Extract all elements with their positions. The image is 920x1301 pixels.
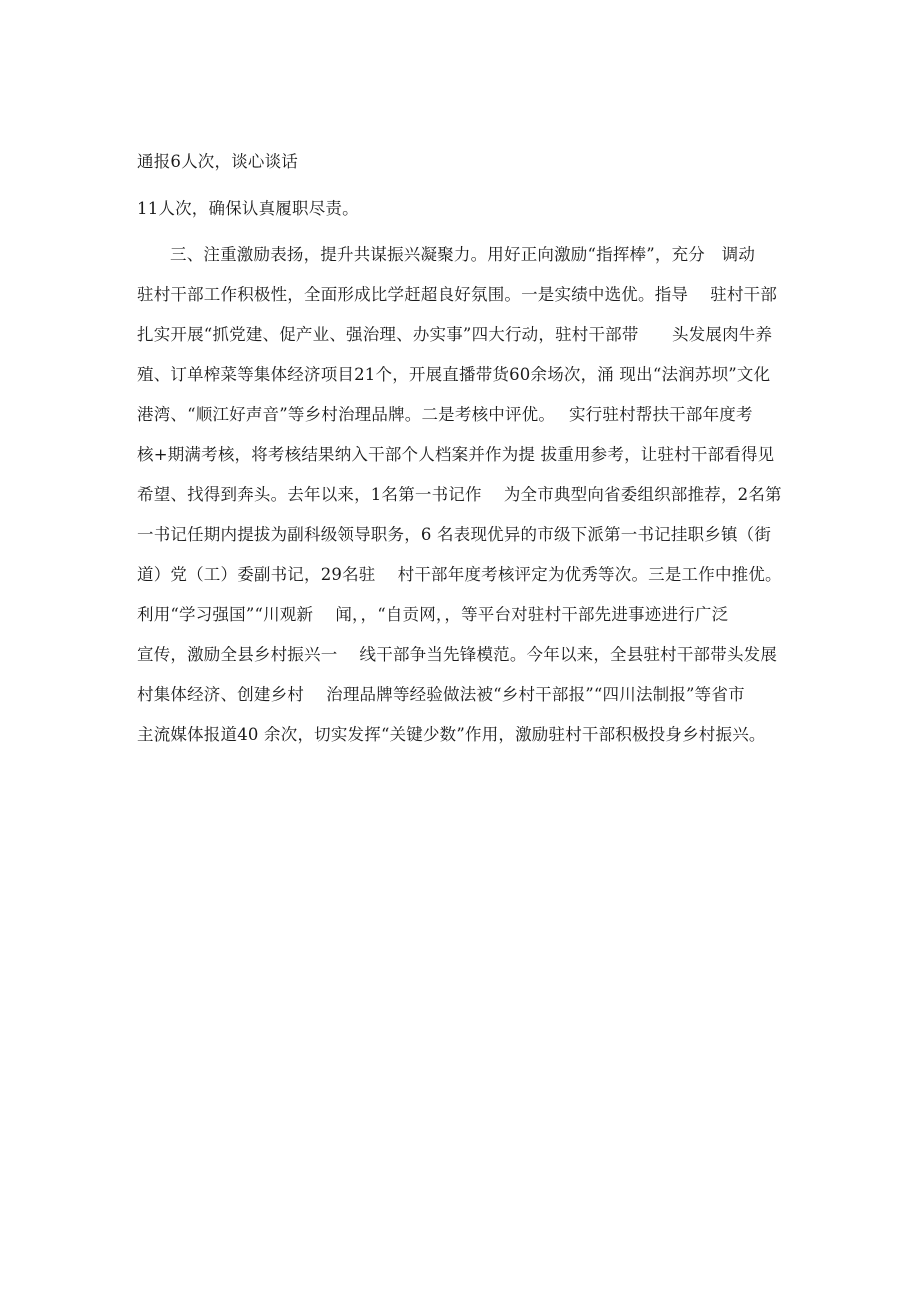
text-line-11: 道）党（工）委副书记，29名驻 村干部年度考核评定为优秀等次。三是工作中推优。 bbox=[137, 565, 782, 584]
text-line-4: 驻村干部工作积极性，全面形成比学赶超良好氛围。一是实绩中选优。指导 驻村干部 bbox=[137, 285, 778, 304]
text-line-7: 港湾、“顺江好声音”等乡村治理品牌。二是考核中评优。 实行驻村帮扶干部年度考 bbox=[137, 405, 753, 424]
text-line-6: 殖、订单榨菜等集体经济项目21个，开展直播带货60余场次，涌 现出“法润苏坝”文化 bbox=[137, 365, 771, 384]
text-line-15: 主流媒体报道40 余次，切实发挥“关键少数”作用，激励驻村干部积极投身乡村振兴。 bbox=[137, 725, 766, 744]
text-line-1: 通报6人次，谈心谈话 bbox=[137, 152, 298, 171]
text-line-14: 村集体经济、创建乡村 治理品牌等经验做法被“乡村干部报”“四川法制报”等省市 bbox=[137, 685, 745, 704]
text-line-9: 希望、找得到奔头。去年以来，1名第一书记作 为全市典型向省委组织部推荐，2名第 bbox=[137, 485, 782, 504]
text-line-13: 宣传，激励全县乡村振兴一 线干部争当先锋模范。今年以来，全县驻村干部带头发展 bbox=[137, 645, 778, 664]
text-line-8: 核+期满考核，将考核结果纳入干部个人档案并作为提 拔重用参考，让驻村干部看得见 bbox=[137, 445, 775, 464]
text-line-10: 一书记任期内提拔为副科级领导职务，6 名表现优异的市级下派第一书记挂职乡镇（街 bbox=[137, 525, 772, 544]
text-line-12: 利用“学习强国”“川观新 闻，，“自贡网，，等平台对驻村干部先进事迹进行广泛 bbox=[137, 605, 729, 624]
paragraph-first-line: 三、注重激励表扬，提升共谋振兴凝聚力。用好正向激励“指挥棒”，充分 调动 bbox=[170, 245, 756, 264]
text-line-2: 11人次，确保认真履职尽责。 bbox=[137, 199, 359, 218]
text-line-5: 扎实开展“抓党建、促产业、强治理、办实事”四大行动，驻村干部带 头发展肉牛养 bbox=[137, 325, 773, 344]
